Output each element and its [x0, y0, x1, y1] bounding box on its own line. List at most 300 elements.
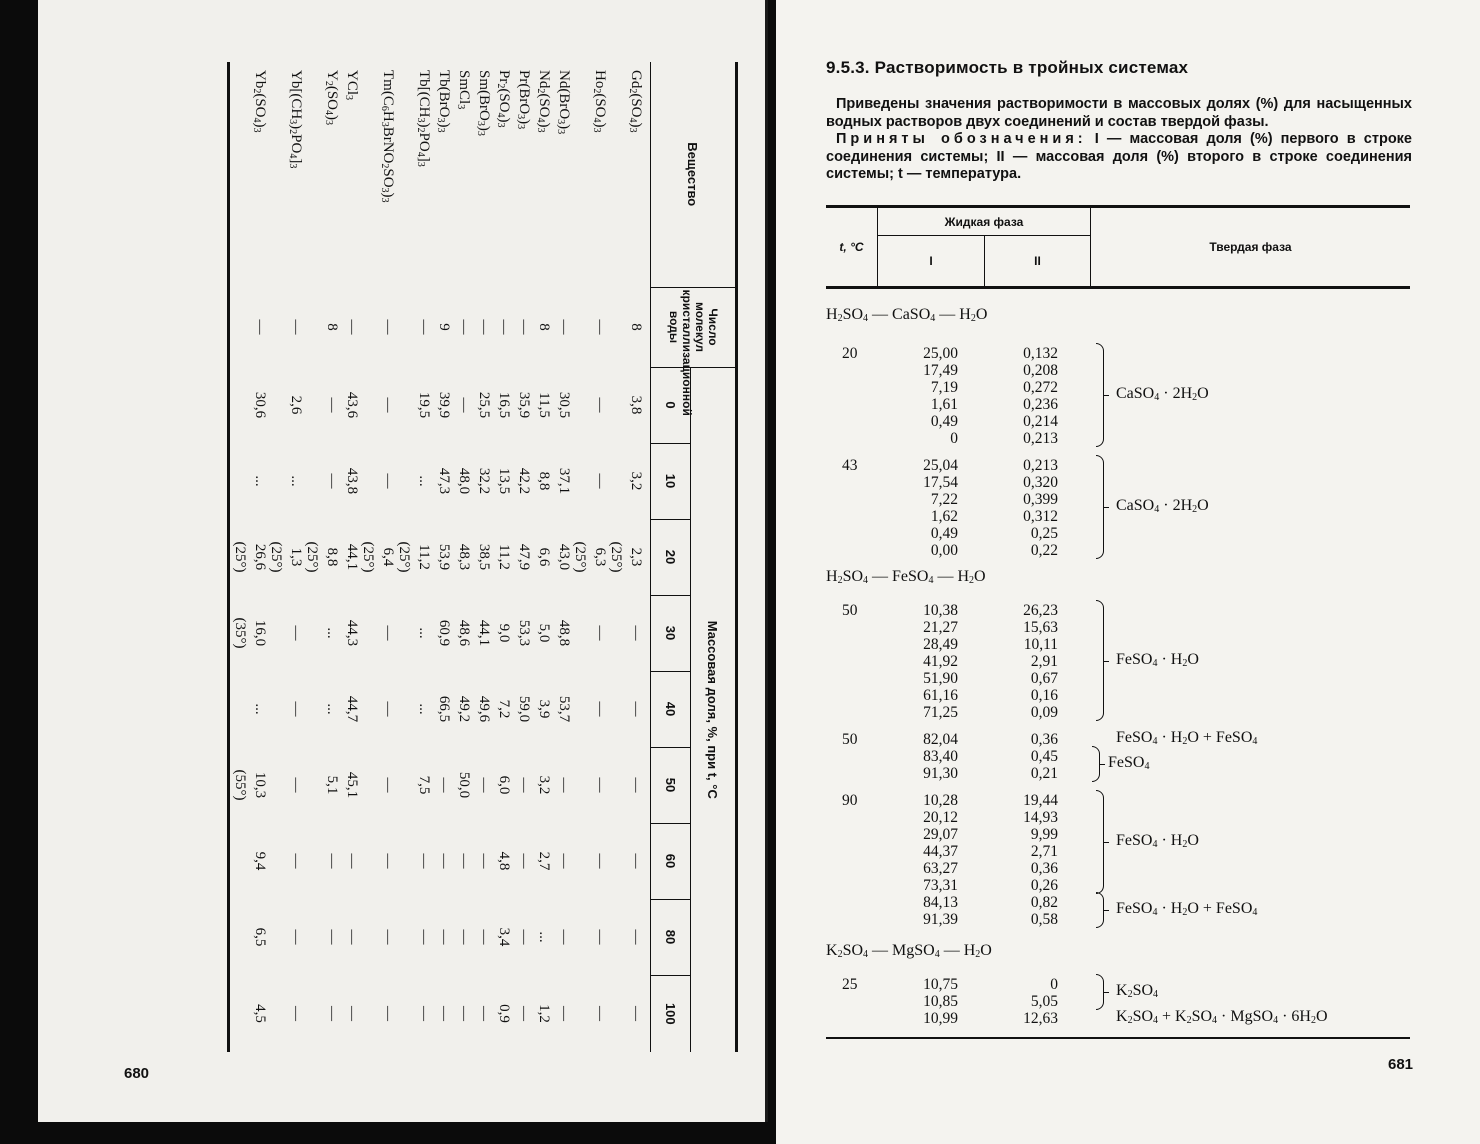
- cell-I: 82,04: [923, 731, 958, 748]
- cell-I: 0,49: [930, 413, 958, 430]
- rotated-table-wrapper: [38, 0, 768, 1122]
- cell-I: 10,75: [923, 976, 958, 993]
- cell-II: 0,36: [1030, 731, 1058, 748]
- table-row: [321, 62, 341, 1052]
- cell-value: —: [628, 777, 645, 793]
- intro-paragraph-1: Приведены значения растворимости в массовых долях (%) для насыщенных водных растворов двух соединений и состав твердой фазы.: [826, 96, 1412, 130]
- cell-II: 0,25: [1030, 525, 1058, 542]
- solid-phase-label: FeSO$_4$ · $H_2O$: [1116, 832, 1199, 850]
- cell-value: —: [628, 1006, 645, 1022]
- cell-value: [573, 671, 589, 747]
- cell-I: 0,00: [930, 542, 958, 559]
- cell-substance: $Sm(BrO_3)_3$: [475, 70, 493, 136]
- cell-value: [361, 443, 377, 519]
- cell-I: 91,30: [923, 765, 958, 782]
- cell-value: 10,3: [252, 771, 269, 799]
- cell-value: [397, 443, 413, 519]
- cell-hydrate: 8: [324, 323, 341, 331]
- cell-value: 48,0: [456, 467, 473, 495]
- cell-II: 0,399: [1023, 491, 1058, 508]
- cell-I: 83,40: [923, 748, 958, 765]
- header-temp-100: 100: [651, 975, 691, 1052]
- cell-value: 30,5: [556, 391, 573, 419]
- cell-value: [573, 747, 589, 823]
- system-heading: $H_2SO_4$ — CaSO$_4$ — $H_2O$: [826, 306, 988, 324]
- header-col-I: I: [878, 236, 985, 286]
- cell-value: 16,0: [252, 619, 269, 647]
- cell-value: —: [288, 625, 305, 641]
- cell-II: 0,22: [1030, 542, 1058, 559]
- group-brace: [1092, 746, 1100, 782]
- cell-value: [573, 823, 589, 899]
- cell-value: —: [592, 625, 609, 641]
- cell-value: —: [288, 853, 305, 869]
- cell-substance: $Y_2(SO_4)_3$: [323, 70, 341, 126]
- cell-value: —: [592, 701, 609, 717]
- cell-value: [233, 899, 249, 975]
- cell-value: —: [456, 853, 473, 869]
- cell-value: [609, 747, 625, 823]
- cell-value: 49,2: [456, 695, 473, 723]
- table-row: [377, 62, 397, 1052]
- cell-value: ...: [416, 475, 433, 487]
- notation-label: Приняты обозначения:: [836, 131, 1087, 147]
- cell-value: 3,4: [496, 927, 513, 947]
- cell-value: (25°): [608, 541, 625, 573]
- cell-value: —: [516, 777, 533, 793]
- cell-value: 49,6: [476, 695, 493, 723]
- cell-value: 53,7: [556, 695, 573, 723]
- cell-value: —: [380, 929, 397, 945]
- cell-II: 0,213: [1023, 457, 1058, 474]
- cell-value: —: [380, 701, 397, 717]
- cell-value: [361, 823, 377, 899]
- cell-hydrate: [269, 287, 285, 367]
- cell-value: —: [516, 1006, 533, 1022]
- cell-value: [609, 671, 625, 747]
- cell-hydrate: [361, 287, 377, 367]
- cell-I: 41,92: [923, 653, 958, 670]
- table-row: [305, 62, 321, 1052]
- cell-value: 1,3: [288, 547, 305, 567]
- cell-value: [397, 899, 413, 975]
- cell-value: —: [592, 853, 609, 869]
- solid-phase-label: FeSO$_4$: [1108, 754, 1150, 772]
- cell-hydrate: —: [416, 319, 433, 335]
- cell-value: —: [324, 853, 341, 869]
- table-row: [553, 62, 573, 1052]
- cell-value: 38,5: [476, 543, 493, 571]
- cell-value: 45,1: [344, 771, 361, 799]
- cell-value: [233, 823, 249, 899]
- table-row: [473, 62, 493, 1052]
- header-temperature: t, °C: [826, 208, 878, 286]
- cell-value: 7,5: [416, 775, 433, 795]
- cell-value: [609, 367, 625, 443]
- cell-value: (25°): [304, 541, 321, 573]
- cell-value: ...: [416, 627, 433, 639]
- cell-value: [361, 671, 377, 747]
- table-row: [233, 62, 249, 1052]
- table-row: [285, 62, 305, 1052]
- cell-value: [305, 747, 321, 823]
- cell-value: —: [380, 853, 397, 869]
- cell-value: —: [324, 929, 341, 945]
- cell-substance: $Tm(C_6H_3BrNO_2SO_3)_3$: [379, 70, 397, 203]
- cell-substance: YCl$_3$: [343, 70, 361, 101]
- cell-value: 9,4: [252, 851, 269, 871]
- cell-II: 0,272: [1023, 379, 1058, 396]
- cell-value: [361, 747, 377, 823]
- cell-value: ...: [252, 475, 269, 487]
- cell-value: 5,0: [536, 623, 553, 643]
- cell-value: 7,2: [496, 699, 513, 719]
- header-liquid-phase: Жидкая фаза: [878, 208, 1090, 236]
- cell-II: 26,23: [1023, 602, 1058, 619]
- cell-value: 59,0: [516, 695, 533, 723]
- cell-II: 0,58: [1030, 911, 1058, 928]
- table-row: [609, 62, 625, 1052]
- table-bottom-rule: [826, 1037, 1410, 1039]
- cell-II: 0,208: [1023, 362, 1058, 379]
- cell-value: 53,9: [436, 543, 453, 571]
- cell-value: [397, 823, 413, 899]
- cell-II: 19,44: [1023, 792, 1058, 809]
- cell-value: 11,5: [536, 392, 553, 418]
- cell-value: 6,3: [592, 547, 609, 567]
- cell-value: —: [380, 777, 397, 793]
- cell-hydrate: 8: [628, 323, 645, 331]
- cell-I: 84,13: [923, 894, 958, 911]
- cell-II: 2,71: [1030, 843, 1058, 860]
- ternary-table-header: [826, 205, 1410, 289]
- cell-substance: [269, 62, 285, 287]
- cell-value: 8,8: [324, 547, 341, 567]
- cell-value: [305, 367, 321, 443]
- header-col-II: II: [1034, 254, 1041, 268]
- solubility-table-continued: [178, 62, 738, 1052]
- cell-hydrate: —: [516, 319, 533, 335]
- intro-text: [826, 96, 1412, 184]
- solid-phase-label: CaSO$_4$ · $2H_2O$: [1116, 385, 1209, 403]
- cell-value: —: [324, 473, 341, 489]
- cell-value: —: [628, 701, 645, 717]
- cell-I: 7,22: [930, 491, 958, 508]
- cell-II: 0,214: [1023, 413, 1058, 430]
- cell-substance: [609, 62, 625, 287]
- cell-value: 44,7: [344, 695, 361, 723]
- cell-value: [233, 671, 249, 747]
- cell-value: [305, 975, 321, 1052]
- group-brace: [1096, 343, 1104, 447]
- cell-I: 10,28: [923, 792, 958, 809]
- table-row: [249, 62, 269, 1052]
- cell-value: 5,1: [324, 775, 341, 795]
- cell-value: 1,2: [536, 1004, 553, 1023]
- cell-value: 35,9: [516, 391, 533, 419]
- cell-value: 42,2: [516, 467, 533, 495]
- cell-value: ...: [416, 703, 433, 715]
- cell-II: 2,91: [1030, 653, 1058, 670]
- cell-II: 0,36: [1030, 860, 1058, 877]
- cell-II: 15,63: [1023, 619, 1058, 636]
- cell-substance: SmCl$_3$: [455, 70, 473, 110]
- cell-II: 0: [1050, 976, 1058, 993]
- cell-value: 43,0: [556, 543, 573, 571]
- solid-phase-label: $K_2SO_4 + K_2SO_4$ · MgSO$_4$ · $6H_2O$: [1116, 1007, 1328, 1026]
- table-row: [433, 62, 453, 1052]
- cell-value: 3,2: [628, 471, 645, 491]
- cell-I: 0,49: [930, 525, 958, 542]
- cell-I: 25,04: [923, 457, 958, 474]
- cell-II: 0,312: [1023, 508, 1058, 525]
- cell-I: 17,49: [923, 362, 958, 379]
- table-row: [589, 62, 609, 1052]
- cell-value: [573, 975, 589, 1052]
- cell-II: 12,63: [1023, 1010, 1058, 1027]
- section-title: 9.5.3. Растворимость в тройных системах: [826, 58, 1189, 77]
- cell-II: 9,99: [1030, 826, 1058, 843]
- cell-value: [305, 823, 321, 899]
- cell-value: —: [380, 397, 397, 413]
- cell-value: [573, 899, 589, 975]
- cell-value: —: [476, 1006, 493, 1022]
- right-page: [776, 0, 1480, 1144]
- cell-value: [269, 443, 285, 519]
- cell-value: —: [516, 929, 533, 945]
- cell-hydrate: [609, 287, 625, 367]
- cell-substance: [233, 62, 249, 287]
- cell-value: 6,0: [496, 775, 513, 795]
- cell-I: 10,85: [923, 993, 958, 1010]
- cell-value: ...: [288, 475, 305, 487]
- cell-value: —: [288, 1006, 305, 1022]
- cell-value: 3,9: [536, 699, 553, 719]
- cell-value: [269, 823, 285, 899]
- cell-value: [397, 595, 413, 671]
- cell-value: 32,2: [476, 467, 493, 495]
- cell-value: 6,6: [536, 547, 553, 567]
- cell-hydrate: [397, 287, 413, 367]
- cell-value: (25°): [232, 541, 249, 573]
- cell-value: 48,3: [456, 543, 473, 571]
- intro-paragraph-2: [826, 131, 1412, 184]
- cell-value: —: [592, 473, 609, 489]
- cell-II: 0,67: [1030, 670, 1058, 687]
- header-temp-30: 30: [651, 595, 691, 671]
- cell-value: [269, 975, 285, 1052]
- cell-value: [609, 443, 625, 519]
- cell-value: 44,1: [344, 543, 361, 571]
- cell-hydrate: —: [476, 319, 493, 335]
- cell-value: —: [476, 853, 493, 869]
- cell-value: —: [628, 929, 645, 945]
- cell-value: [305, 899, 321, 975]
- cell-I: 91,39: [923, 911, 958, 928]
- cell-hydrate: —: [592, 319, 609, 335]
- cell-value: [397, 671, 413, 747]
- cell-temperature: 50: [842, 602, 858, 619]
- cell-value: —: [324, 1006, 341, 1022]
- cell-value: —: [380, 473, 397, 489]
- cell-value: 8,8: [536, 471, 553, 491]
- cell-I: 17,54: [923, 474, 958, 491]
- cell-value: (35°): [232, 617, 249, 649]
- cell-hydrate: —: [252, 319, 269, 335]
- cell-value: —: [436, 777, 453, 793]
- cell-value: [269, 747, 285, 823]
- cell-value: 39,9: [436, 391, 453, 419]
- cell-value: 4,8: [496, 851, 513, 871]
- cell-I: 51,90: [923, 670, 958, 687]
- cell-value: —: [436, 929, 453, 945]
- cell-value: 44,1: [476, 619, 493, 647]
- cell-value: —: [592, 929, 609, 945]
- group-brace: [1096, 600, 1104, 721]
- cell-value: [233, 975, 249, 1052]
- cell-value: [233, 443, 249, 519]
- cell-value: 3,8: [628, 395, 645, 415]
- group-brace: [1096, 974, 1104, 1010]
- cell-II: 0,320: [1023, 474, 1058, 491]
- cell-value: 2,6: [288, 395, 305, 415]
- cell-value: [609, 899, 625, 975]
- cell-hydrate: 8: [536, 323, 553, 331]
- cell-I: 21,27: [923, 619, 958, 636]
- cell-value: [361, 975, 377, 1052]
- cell-value: —: [288, 929, 305, 945]
- cell-value: ...: [252, 703, 269, 715]
- cell-hydrate: [305, 287, 321, 367]
- cell-substance: [361, 62, 377, 287]
- cell-value: [573, 595, 589, 671]
- cell-value: [233, 367, 249, 443]
- cell-I: 1,62: [930, 508, 958, 525]
- cell-II: 0,16: [1030, 687, 1058, 704]
- cell-value: 44,3: [344, 619, 361, 647]
- table-row: [573, 62, 589, 1052]
- cell-value: (25°): [360, 541, 377, 573]
- left-page: [38, 0, 768, 1122]
- cell-value: (25°): [396, 541, 413, 573]
- cell-value: —: [556, 929, 573, 945]
- cell-value: —: [456, 1006, 473, 1022]
- header-temp-50: 50: [651, 747, 691, 823]
- cell-value: —: [456, 929, 473, 945]
- cell-value: 9,0: [496, 623, 513, 643]
- cell-I: 44,37: [923, 843, 958, 860]
- cell-value: 19,5: [416, 391, 433, 419]
- cell-value: (55°): [232, 769, 249, 801]
- cell-hydrate: —: [496, 319, 513, 335]
- cell-II: 0,45: [1030, 748, 1058, 765]
- header-temp-20: 20: [651, 519, 691, 595]
- solid-phase-label: FeSO$_4$ · $H_2O$: [1116, 650, 1199, 669]
- cell-hydrate: —: [456, 319, 473, 335]
- cell-substance: [397, 62, 413, 287]
- cell-value: 11,2: [416, 544, 433, 570]
- cell-I: 0: [950, 430, 958, 447]
- cell-value: (25°): [572, 541, 589, 573]
- cell-I: 1,61: [930, 396, 958, 413]
- cell-value: —: [476, 929, 493, 945]
- cell-value: —: [556, 853, 573, 869]
- cell-value: 13,5: [496, 467, 513, 495]
- cell-II: 0,132: [1023, 345, 1058, 362]
- cell-value: [361, 367, 377, 443]
- cell-I: 71,25: [923, 704, 958, 721]
- header-temp-0: 0: [651, 367, 691, 443]
- cell-substance: $Tb[(CH_3)_2PO_4]_3$: [415, 70, 433, 167]
- cell-value: [361, 899, 377, 975]
- cell-I: 10,99: [923, 1010, 958, 1027]
- cell-value: 26,6: [252, 543, 269, 571]
- cell-hydrate: —: [556, 319, 573, 335]
- cell-value: 11,2: [496, 544, 513, 570]
- binary-solubility-table: [227, 62, 738, 1052]
- cell-value: —: [436, 1006, 453, 1022]
- table-row: [361, 62, 377, 1052]
- cell-value: —: [380, 625, 397, 641]
- table-row: [453, 62, 473, 1052]
- cell-II: 0,21: [1030, 765, 1058, 782]
- cell-value: [397, 367, 413, 443]
- table-row: [625, 62, 645, 1052]
- header-mass-fraction: Массовая доля, %, при t, °C: [691, 367, 737, 1052]
- solid-phase-label: FeSO$_4$ · $H_2O$ + FeSO$_4$: [1116, 900, 1258, 918]
- cell-temperature: 50: [842, 731, 858, 748]
- cell-substance: $Yb[(CH_3)_2PO_4]_3$: [287, 70, 305, 169]
- header-temp-10: 10: [651, 443, 691, 519]
- cell-value: —: [592, 777, 609, 793]
- cell-substance: $Gd_2(SO_4)_3$: [627, 70, 645, 133]
- table-row: [493, 62, 513, 1052]
- cell-value: —: [324, 397, 341, 413]
- cell-value: 6,4: [380, 547, 397, 567]
- cell-value: —: [380, 1006, 397, 1022]
- cell-value: —: [556, 1006, 573, 1022]
- group-brace: [1096, 790, 1104, 894]
- cell-value: [305, 443, 321, 519]
- cell-value: (25°): [268, 541, 285, 573]
- cell-substance: [305, 62, 321, 287]
- cell-value: 48,8: [556, 619, 573, 647]
- cell-value: [397, 747, 413, 823]
- cell-value: 43,8: [344, 467, 361, 495]
- cell-value: [269, 899, 285, 975]
- cell-value: 6,5: [252, 927, 269, 947]
- cell-value: 53,3: [516, 619, 533, 647]
- cell-hydrate: [573, 287, 589, 367]
- cell-value: ...: [324, 627, 341, 639]
- table-row: [533, 62, 553, 1052]
- cell-I: 29,07: [923, 826, 958, 843]
- cell-value: —: [592, 1006, 609, 1022]
- header-temp-60: 60: [651, 823, 691, 899]
- cell-II: 0,09: [1030, 704, 1058, 721]
- cell-value: 2,3: [628, 547, 645, 567]
- table-row: [341, 62, 361, 1052]
- cell-hydrate: —: [344, 319, 361, 335]
- cell-value: 3,2: [536, 775, 553, 795]
- header-temp-40: 40: [651, 671, 691, 747]
- cell-value: 16,5: [496, 391, 513, 419]
- cell-substance: $Nd(BrO_3)_3$: [555, 70, 573, 135]
- cell-value: [269, 671, 285, 747]
- table-body: [229, 62, 651, 1052]
- cell-temperature: 43: [842, 457, 858, 474]
- cell-hydrate: —: [288, 319, 305, 335]
